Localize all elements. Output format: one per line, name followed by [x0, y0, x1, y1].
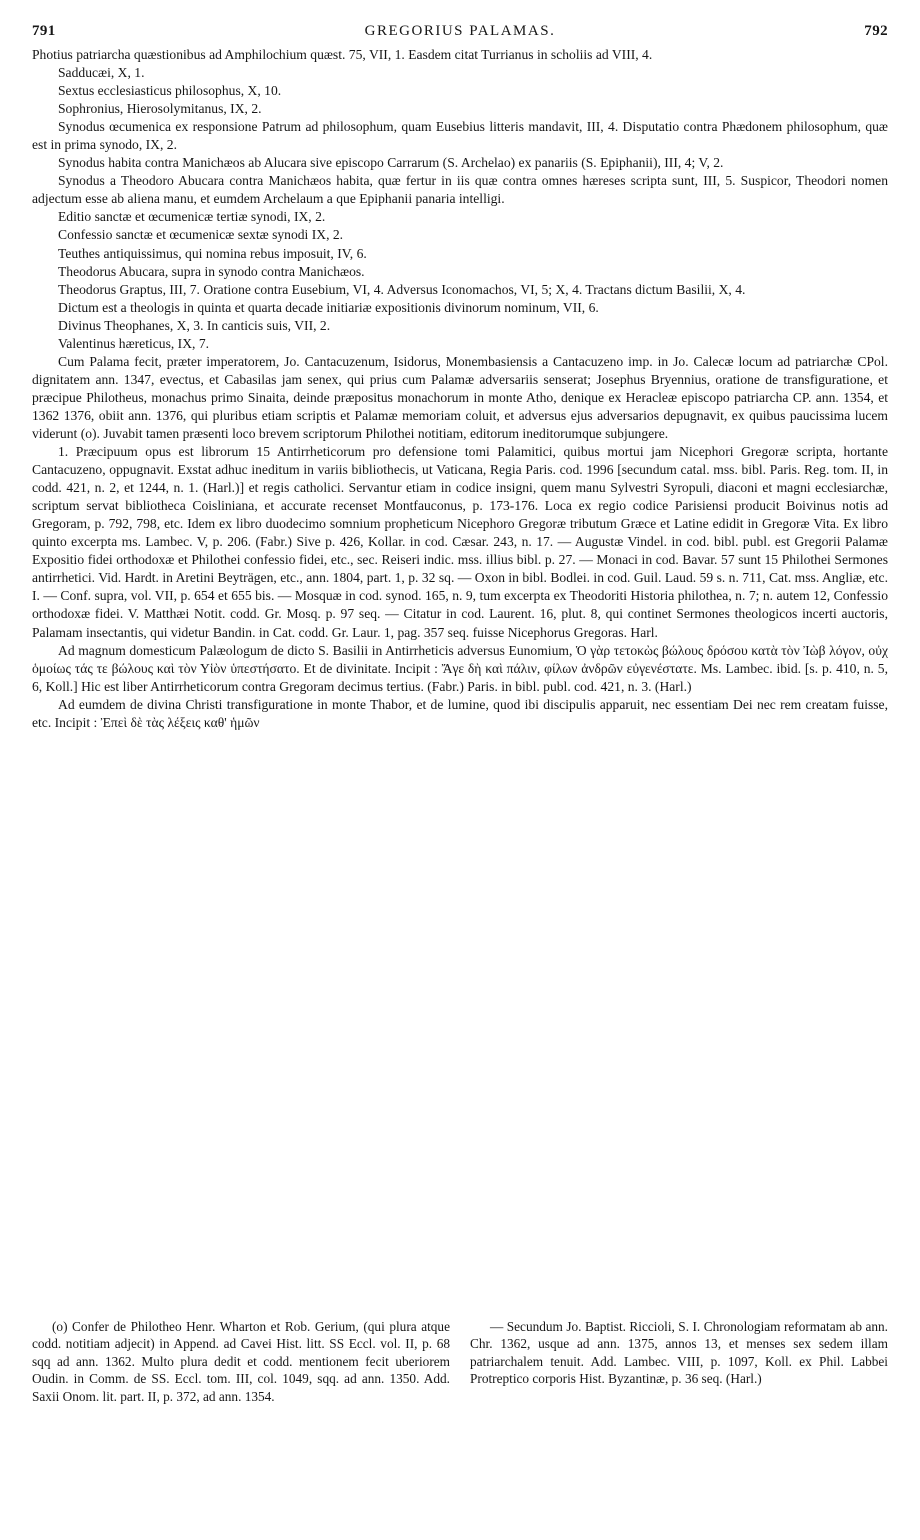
paragraph: Theodorus Graptus, III, 7. Oratione contra Eusebium, VI, 4. Adversus Iconomachos, VI, 5; X, 4. Tractans dictum Basilii, X, 4. [58, 281, 746, 297]
paragraph: Ad magnum domesticum Palæologum de dicto S. Basilii in Antirrheticis adversus Eunomium, Ὁ γὰρ τετοκὼς βώλους δρόσου κατὰ τὸν Ἰὼβ λόγον, οὐχ ὁμοίως τάς τε βώλους καὶ τὸν Υἱὸν ὑπεστήσατο. Et de divinitate. Incipit : Ἄγε δὴ καὶ πάλιν, φίλων ἀνδρῶν εὐγενέστατε. Ms. Lambec. ibid. [s. p. 410, n. 5, 6, Koll.] Hic est liber Antirrheticorum contra Gregoram decimus tertius. (Fabr.) Paris. in bibl. publ. cod. 421, n. 3. (Harl.) [32, 642, 888, 694]
footnote-text: — Secundum Jo. Baptist. Riccioli, S. I. Chronologiam reformatam ab ann. Chr. 1362, usque ad ann. 1375, annos 13, et menses sex sedem illam patriarchalem tenuit. Add. Lambec. VIII, p. 1097, Koll. ex Phil. Labbei Protreptico corporis Hist. Byzantinæ, p. 36 seq. (Harl.) [470, 1319, 888, 1387]
running-title: GREGORIUS PALAMAS. [364, 23, 556, 39]
paragraph: 1. Præcipuum opus est librorum 15 Antirrheticorum pro defensione tomi Palamitici, quibus mortui jam Nicephori Gregoræ scripta, hortante Cantacuzeno, oppugnavit. Exstat adhuc ineditum in variis bibliothecis, ut Vaticana, Regia Paris. cod. 1996 [secundum catal. mss. bibl. Paris. Reg. tom. II, in codd. 421, n. 2, et 1244, n. 1. (Harl.)] et regis catholici. Servantur etiam in codice insigni, quem manu Sylvestri Syropuli, diaconi et magni ecclesiarchæ, scriptum servat bibliotheca Coisliniana, et accurate recenset Montfauconus, p. 173-176. Loca ex regio codice Parisiensi producit Boivinus notis ad Gregoram, p. 792, 798, etc. Idem ex libro duodecimo somnium propheticum Nicephoro Gregoræ tributum Græce et Latine edidit in Gregoræ Vita. Ex libro quinto excerpta ms. Lambec. V, p. 206. (Fabr.) Sive p. 426, Kollar. in cod. Cæsar. 243, n. 17. — Augustæ Vindel. in cod. bibl. publ. est Gregorii Palamæ Expositio fidei orthodoxæ et Philothei confessio fidei, etc., sec. Reiseri indic. mss. illius bibl. p. 27. — Monaci in cod. Bavar. 57 sunt 15 Philothei Sermones antirrhetici. Vid. Hardt. in Aretini Beyträgen, etc., ann. 1804, part. 1, p. 32 sq. — Oxon in bibl. Bodlei. in cod. Guil. Laud. 59 s. n. 711, Cat. mss. Angliæ, etc. I. — Conf. supra, vol. VII, p. 654 et 655 bis. — Mosquæ in cod. synod. 165, n. 9, tum excerpta ex Theodoriti Historia philothea, n. 7; n. autem 12, Confessio orthodoxæ fidei. V. Matthæi Notit. codd. Gr. Mosq. p. 97 seq. — Citatur in cod. Laurent. 16, plut. 8, qui continet Sermones theologicos incerti auctoris, Palamam insectantis, qui videtur Bandin. in Cat. codd. Gr. Laur. 1, pag. 357 seq. fuisse Nicephorus Gregoras. Harl. [32, 444, 888, 640]
paragraph: Valentinus hæreticus, IX, 7. [58, 335, 210, 351]
paragraph: Confessio sanctæ et œcumenicæ sextæ synodi IX, 2. [58, 227, 344, 243]
footnotes [32, 1318, 888, 1405]
paragraph: Photius patriarcha quæstionibus ad Amphilochium quæst. 75, VII, 1. Easdem citat Turrianus in scholiis ad VIII, 4. [32, 47, 653, 62]
page [32, 22, 888, 1518]
paragraph: Editio sanctæ et œcumenicæ tertiæ synodi, IX, 2. [58, 209, 326, 225]
paragraph: Ad eumdem de divina Christi transfiguratione in monte Thabor, et de lumine, quod ibi discipulis apparuit, nec essentiam Dei nec rem creatam fuisse, etc. Incipit : Ἐπεὶ δὲ τὰς λέξεις καθ' ἡμῶν [32, 696, 888, 730]
paragraph: Synodus a Theodoro Abucara contra Manichæos habita, quæ fertur in iis quæ contra omnes hæreses scripta sunt, III, 5. Suspicor, Theodori nomen adjectum esse ab aliena manu, et eumdem Archelaum a que Epiphanii panaria intelligi. [32, 173, 888, 207]
paragraph: Dictum est a theologis in quinta et quarta decade initiariæ expositionis divinorum nominum, VII, 6. [58, 299, 599, 315]
page-number-right: 792 [864, 23, 888, 39]
paragraph: Sadducæi, X, 1. [58, 65, 145, 81]
footnote-left [32, 1318, 450, 1405]
paragraph: Synodus œcumenica ex responsione Patrum ad philosophum, quam Eusebius litteris mandavit, III, 4. Disputatio contra Phædonem philosophum, quæ est in prima synodo, IX, 2. [32, 119, 888, 153]
main-text [32, 46, 888, 732]
footnote-text: (o) Confer de Philotheo Henr. Wharton et Rob. Gerium, (qui plura atque codd. notitiam adjecit) in Append. ad Cavei Hist. litt. SS Eccl. vol. II, p. 68 sqq ad ann. 1362. Multo plura dedit et codd. mentionem fecit uberiorem Oudin. in Comm. de SS. Eccl. tom. III, col. 1049, sqq. ad ann. 1350. Add. Saxii Onom. lit. part. II, p. 372, ad ann. 1354. [32, 1319, 450, 1404]
paragraph: Synodus habita contra Manichæos ab Alucara sive episcopo Carrarum (S. Archelao) ex panariis (S. Epiphanii), III, 4; V, 2. [58, 155, 724, 171]
footnote-right [470, 1318, 888, 1405]
paragraph: Sextus ecclesiasticus philosophus, X, 10. [58, 83, 282, 99]
page-header [32, 22, 888, 46]
paragraph: Theodorus Abucara, supra in synodo contra Manichæos. [58, 263, 365, 279]
page-number-left: 791 [32, 23, 56, 39]
paragraph: Teuthes antiquissimus, qui nomina rebus imposuit, IV, 6. [58, 245, 367, 261]
paragraph: Sophronius, Hierosolymitanus, IX, 2. [58, 101, 262, 117]
paragraph: Cum Palama fecit, præter imperatorem, Jo. Cantacuzenum, Isidorus, Monembasiensis a Cantacuzeno imp. in Jo. Calecæ locum ad patriarchæ CPol. dignitatem ann. 1347, evectus, et Cabasilas jam senex, qui prius cum Palamæ adversariis senserat; Josephus Bryennius, oratione de transfiguratione, et præcipue Philotheus, monachus primo Sinaita, deinde præpositus monachorum in monte Atho, denique ex Heracleæ episcopo patriarcha CP. ann. 1354, et 1362 1376, obiit ann. 1376, qui pluribus etiam scriptis et Palamæ memoriam coluit, et adversus ejus adversarios depugnavit, ex quibus paucissima lucem viderunt (o). Juvabit tamen præsenti loco brevem scriptorum Philothei notitiam, editorum ineditorumque subjungere. [32, 353, 888, 441]
paragraph: Divinus Theophanes, X, 3. In canticis suis, VII, 2. [58, 317, 331, 333]
